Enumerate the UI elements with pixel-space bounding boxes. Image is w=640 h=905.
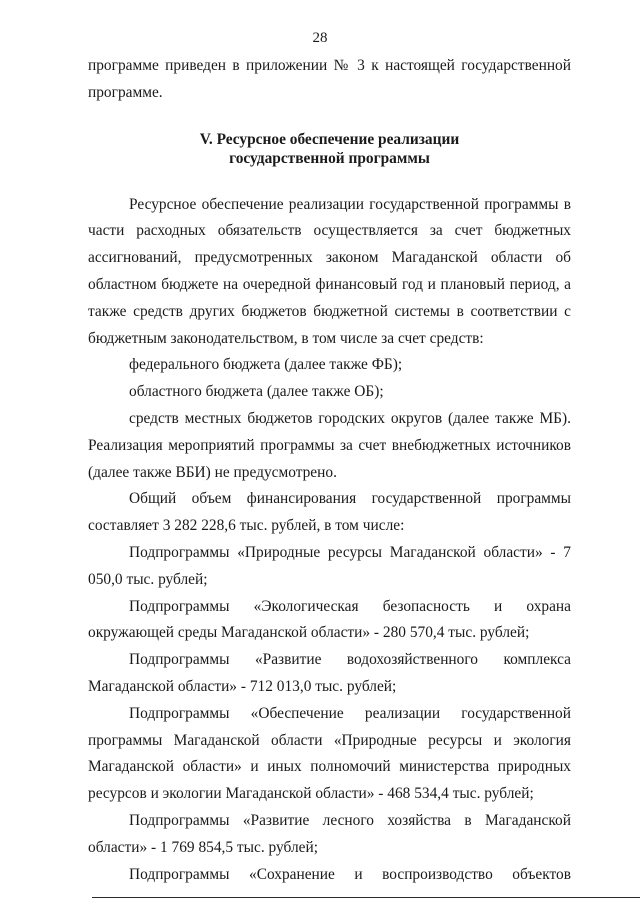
- subprogram-forestry: Подпрограммы «Развитие лесного хозяйства в Магаданской области» - 1 769 854,5 тыс. рублей;: [88, 811, 571, 856]
- subprogram-preservation: Подпрограммы «Сохранение и воспроизводство объектов: [129, 865, 571, 883]
- section-title: [88, 130, 571, 168]
- subprogram-implementation: Подпрограммы «Обеспечение реализации государственной программы Магаданской области «Природные ресурсы и экология Магаданской области» и иных полномочий министерства природных ресурсов и экологии Магаданской области» - 468 534,4 тыс. рублей;: [88, 704, 571, 803]
- bottom-rule: [92, 897, 640, 898]
- list-item-federal-budget: федерального бюджета (далее также ФБ);: [129, 356, 403, 374]
- section-title-line-1: V. Ресурсное обеспечение реализации: [199, 130, 460, 148]
- document-body: [88, 53, 571, 888]
- paragraph-resources: Ресурсное обеспечение реализации государственной программы в части расходных обязательств осуществляется за счет бюджетных ассигнований, предусмотренных законом Магаданской области об областном бюджете на очередной финансовый год и плановый период, а также средств других бюджетов бюджетной системы в соответствии с бюджетным законодательством, в том числе за счет средств:: [88, 195, 571, 347]
- paragraph-total-funding: Общий объем финансирования государственной программы составляет 3 282 228,6 тыс. рублей, в том числе:: [88, 490, 571, 535]
- subprogram-natural-resources: Подпрограммы «Природные ресурсы Магаданской области» - 7 050,0 тыс. рублей;: [88, 543, 571, 588]
- paragraph-local-budgets: средств местных бюджетов городских округов (далее также МБ). Реализация мероприятий программы за счет внебюджетных источников (далее также ВБИ) не предусмотрено.: [88, 409, 571, 481]
- section-title-line-2: государственной программы: [229, 149, 430, 167]
- subprogram-ecology: Подпрограммы «Экологическая безопасность и охрана окружающей среды Магаданской области» - 280 570,4 тыс. рублей;: [88, 597, 571, 642]
- list-item-regional-budget: областного бюджета (далее также ОБ);: [129, 383, 384, 401]
- subprogram-water: Подпрограммы «Развитие водохозяйственного комплекса Магаданской области» - 712 013,0 тыс. рублей;: [88, 651, 571, 695]
- paragraph-intro: программе приведен в приложении № 3 к настоящей государственной программе.: [88, 57, 571, 101]
- page-number: 28: [312, 30, 328, 46]
